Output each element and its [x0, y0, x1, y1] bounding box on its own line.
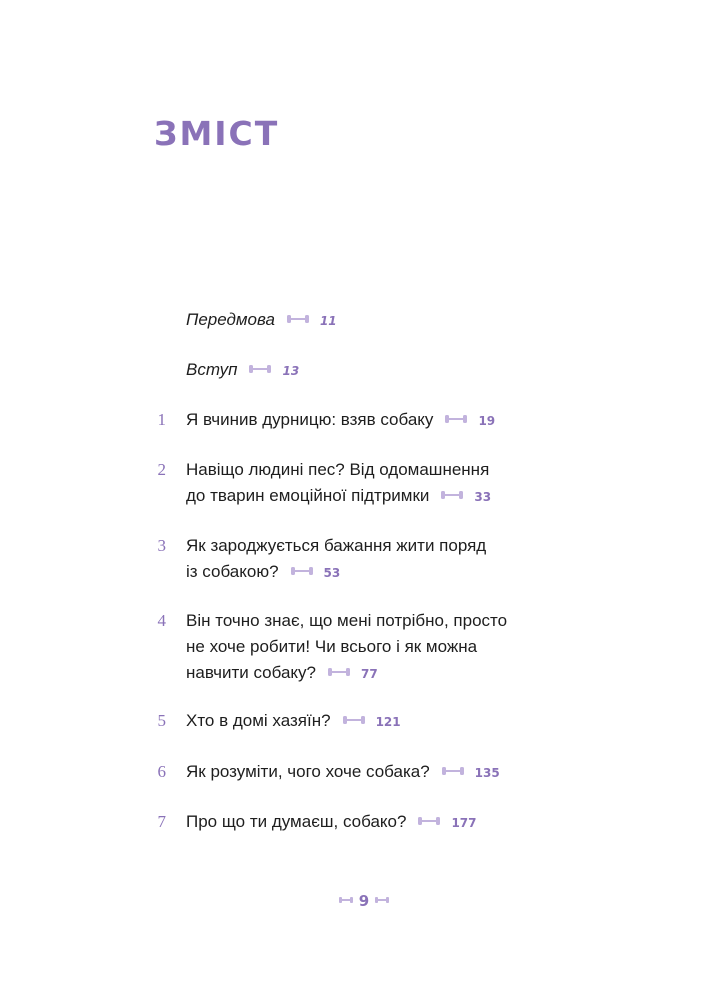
chapter-title — [186, 307, 546, 334]
bone-icon — [287, 315, 309, 323]
chapter-title — [186, 708, 546, 735]
chapter-title-line — [186, 533, 546, 559]
chapter-title — [186, 457, 546, 510]
bone-icon — [441, 491, 463, 499]
chapter-title-line — [186, 407, 546, 434]
chapter-title — [186, 809, 546, 836]
bone-icon — [249, 365, 271, 373]
chapter-title-text: із собакою? — [186, 562, 279, 581]
page-ref: 53 — [323, 566, 341, 580]
chapter-title-line — [186, 307, 546, 334]
bone-icon — [445, 415, 467, 423]
chapter-title — [186, 407, 546, 434]
chapter-number: 2 — [157, 460, 166, 479]
page-ref: 177 — [451, 816, 477, 830]
chapter-title-line — [186, 608, 546, 634]
chapter-title — [186, 608, 546, 687]
page-ref: 11 — [319, 314, 337, 328]
chapter-title — [186, 533, 546, 586]
bone-icon — [375, 897, 389, 903]
page-ref: 77 — [361, 667, 378, 681]
chapter-title-text: Про що ти думаєш, собако? — [186, 812, 407, 831]
chapter-title-line — [186, 660, 546, 687]
page-ref: 33 — [474, 490, 492, 504]
chapter-number: 5 — [157, 711, 166, 730]
chapter-title-line — [186, 708, 546, 735]
chapter-title-line — [186, 357, 546, 384]
chapter-title — [186, 759, 546, 786]
page-ref: 19 — [478, 414, 496, 428]
chapter-title-line — [186, 634, 546, 660]
page-number: 9 — [358, 892, 370, 910]
chapter-title-text: Я вчинив дурницю: взяв собаку — [186, 410, 434, 429]
page-number-footer — [0, 892, 728, 910]
chapter-number: 1 — [157, 410, 166, 429]
chapter-title-line — [186, 559, 546, 586]
chapter-title-text: Навіщо людині пес? Від одомашнення — [186, 460, 490, 479]
bone-icon — [291, 567, 313, 575]
chapter-title-text: Передмова — [186, 310, 275, 329]
chapter-title-line — [186, 809, 546, 836]
page-ref: 121 — [375, 715, 401, 729]
chapter-title-text: Він точно знає, що мені потрібно, просто — [186, 611, 508, 630]
bone-icon — [442, 767, 464, 775]
chapter-title-text: Як розуміти, чого хоче собака? — [186, 762, 430, 781]
chapter-title-text: Вступ — [186, 360, 238, 379]
chapter-number: 4 — [157, 611, 166, 630]
chapter-number: 7 — [157, 812, 166, 831]
bone-icon — [328, 668, 350, 676]
bone-icon — [339, 897, 353, 903]
chapter-title-text: Як зароджується бажання жити поряд — [186, 536, 487, 555]
page-ref: 13 — [282, 364, 300, 378]
bone-icon — [418, 817, 440, 825]
chapter-number: 6 — [157, 762, 166, 781]
chapter-title — [186, 357, 546, 384]
chapter-number: 3 — [157, 536, 166, 555]
page-title: ЗМІСТ — [154, 114, 280, 153]
chapter-title-line — [186, 483, 546, 510]
page-ref: 135 — [474, 766, 500, 780]
chapter-title-text: навчити собаку? — [186, 663, 316, 682]
chapter-title-line — [186, 457, 546, 483]
chapter-title-text: не хоче робити! Чи всього і як можна — [186, 637, 478, 656]
chapter-title-line — [186, 759, 546, 786]
chapter-title-text: до тварин емоційної підтримки — [186, 486, 430, 505]
bone-icon — [343, 716, 365, 724]
chapter-title-text: Хто в домі хазяїн? — [186, 711, 331, 730]
